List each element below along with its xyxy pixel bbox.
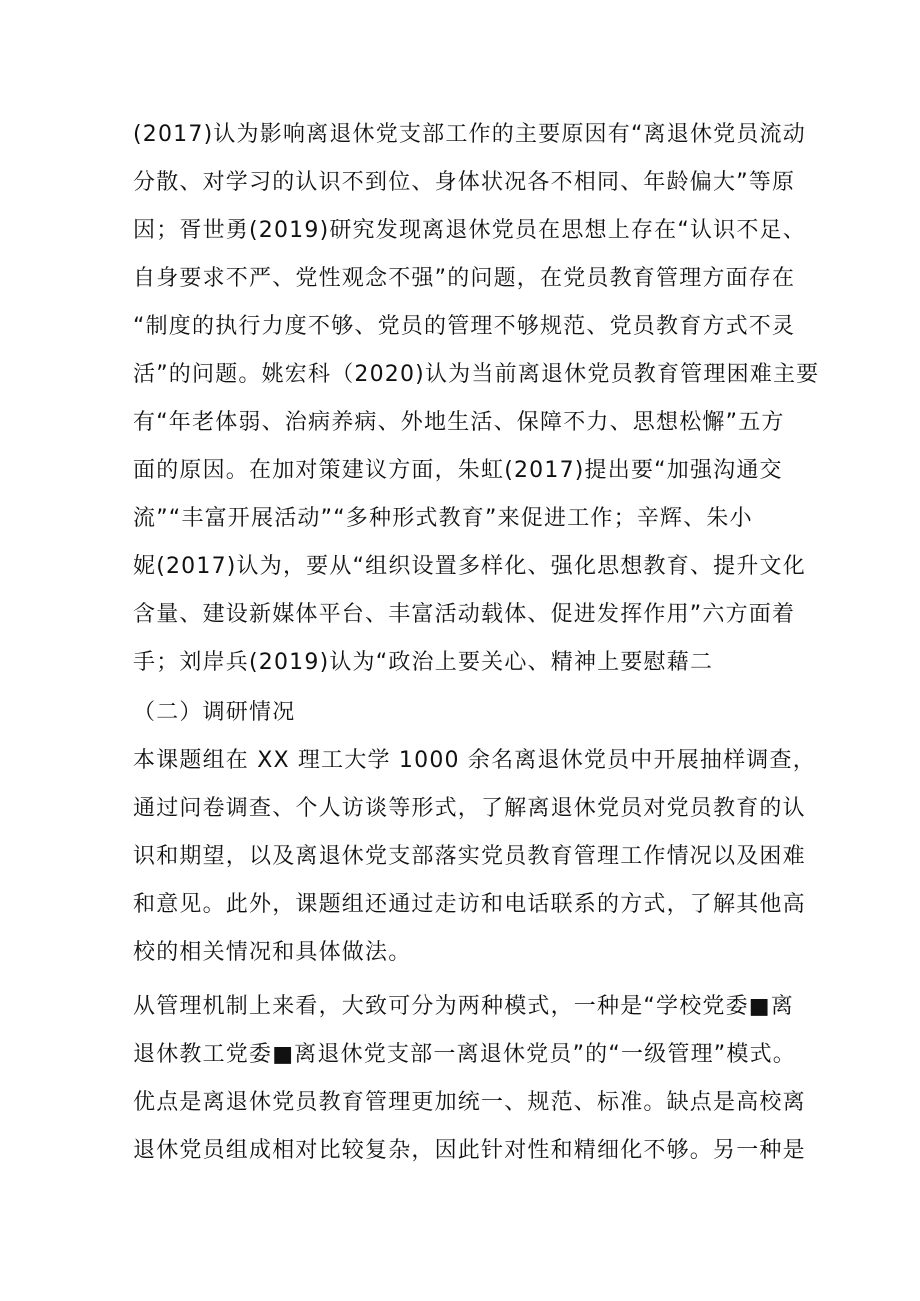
- text-line: 本课题组在 XX 理工大学 1000 余名离退休党员中开展抽样调查，: [133, 748, 816, 773]
- text-line: 通过问卷调查、个人访谈等形式，了解离退休党员对党员教育的认: [133, 796, 806, 821]
- text-line: 有“年老体弱、治病养病、外地生活、保障不力、思想松懈”五方: [133, 410, 785, 435]
- text-line: “制度的执行力度不够、党员的管理不够规范、党员教育方式不灵: [133, 314, 796, 339]
- text-line: 手；刘岸兵(2019)认为“政治上要关心、精神上要慰藉二: [133, 650, 714, 675]
- text-line: 从管理机制上来看，大致可分为两种模式，一种是“学校党委■离: [133, 994, 794, 1019]
- text-line: 分散、对学习的认识不到位、身体状况各不相同、年龄偏大”等原: [133, 170, 796, 195]
- text-line: 流”“丰富开展活动”“多种形式教育”来促进工作；辛辉、朱小: [133, 506, 753, 531]
- text-line: 面的原因。在加对策建议方面，朱虹(2017)提出要“加强沟通交: [133, 458, 783, 483]
- text-line: 妮(2017)认为，要从“组织设置多样化、强化思想教育、提升文化: [133, 554, 806, 579]
- text-line: 退休党员组成相对比较复杂，因此针对性和精细化不够。另一种是: [133, 1138, 806, 1163]
- text-line: (2017)认为影响离退休党支部工作的主要原因有“离退休党员流动: [133, 122, 806, 147]
- text-line: 识和期望，以及离退休党支部落实党员教育管理工作情况以及困难: [133, 844, 806, 869]
- section-heading: （二）调研情况: [133, 700, 296, 725]
- text-line: 和意见。此外，课题组还通过走访和电话联系的方式，了解其他高: [133, 892, 806, 917]
- text-line: 退休教工党委■离退休党支部一离退休党员”的“一级管理”模式。: [133, 1042, 796, 1067]
- text-line: 含量、建设新媒体平台、丰富活动载体、促进发挥作用”六方面着: [133, 602, 796, 627]
- text-line: 优点是离退休党员教育管理更加统一、规范、标准。缺点是高校离: [133, 1090, 806, 1115]
- text-line: 因；胥世勇(2019)研究发现离退休党员在思想上存在“认识不足、: [133, 218, 806, 243]
- text-line: 校的相关情况和具体做法。: [133, 940, 412, 965]
- text-line: 自身要求不严、党性观念不强”的问题，在党员教育管理方面存在: [133, 266, 796, 291]
- text-line: 活”的问题。姚宏科（2020)认为当前离退休党员教育管理困难主要: [133, 362, 820, 387]
